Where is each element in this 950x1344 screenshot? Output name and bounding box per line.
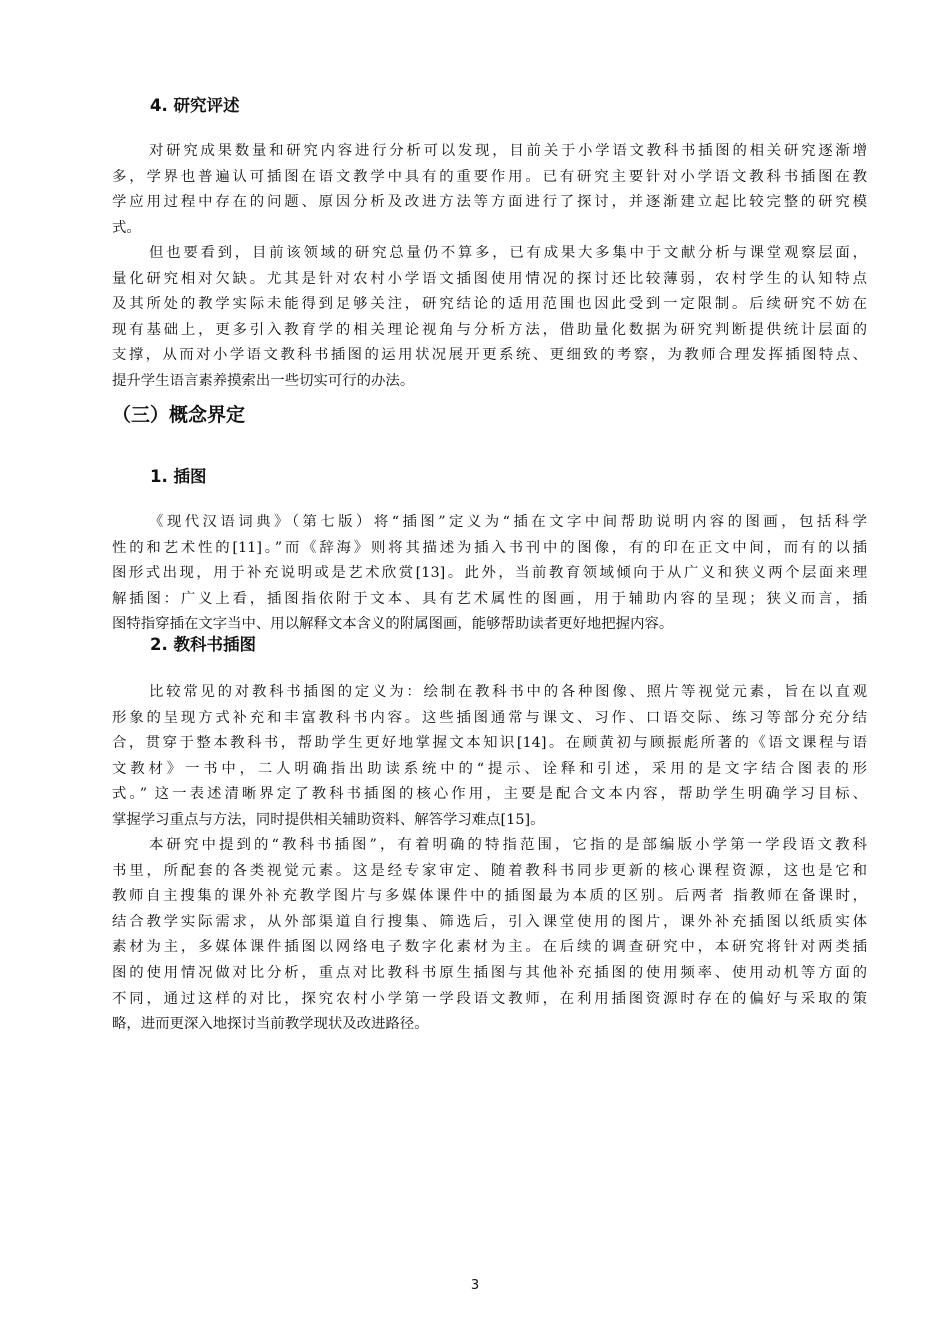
section-heading-concept-definition: （三）概念界定 [112,404,246,426]
text-line: 图的使用情况做对比分析，重点对比教科书原生插图与其他补充插图的使用频率、使用动机等方面的 [112,964,867,981]
text-line: 支撑，从而对小学语文教科书插图的运用状况展开更系统、更细致的考察，为教师合理发挥插图特点、 [112,347,867,364]
text-line: 结合教学实际需求，从外部渠道自行搜集、筛选后，引入课堂使用的图片，课外补充插图以纸质实体 [112,913,867,930]
text-line: 素材为主，多媒体课件插图以网络电子数字化素材为主。在后续的调查研究中，本研究将针对两类插 [112,939,867,956]
section-heading-research-review: 4. 研究评述 [150,96,240,115]
text-line: 形象的呈现方式补充和丰富教科书内容。这些插图通常与课文、习作、口语交际、练习等部分充分结 [112,709,867,726]
page-number: 3 [470,1278,480,1293]
text-line: 但也要看到，目前该领域的研究总量仍不算多，已有成果大多集中于文献分析与课堂观察层面， [149,245,867,261]
text-line: 书里，所配套的各类视觉元素。这是经专家审定、随着教科书同步更新的核心课程资源，这也是它和 [112,862,867,879]
text-line: 学应用过程中存在的问题、原因分析及改进方法等方面进行了探讨，并逐渐建立起比较完整的研究模 [112,194,867,211]
text-line: 量化研究相对欠缺。尤其是针对农村小学语文插图使用情况的探讨还比较薄弱，农村学生的认知特点 [112,270,867,287]
text-line: 文教材》一书中，二人明确指出助读系统中的“提示、诠释和引述，采用的是文字结合图表的形 [112,760,867,777]
text-line: 图特指穿插在文字当中、用以解释文本含义的附属图画，能够帮助读者更好地把握内容。 [112,616,674,633]
text-line: 掌握学习重点与方法，同时提供相关辅助资料、解答学习难点[15]。 [112,811,545,828]
text-line: 及其所处的教学实际未能得到足够关注，研究结论的适用范围也因此受到一定限制。后续研究不妨在 [112,296,867,313]
paragraph-illustration-definition [112,510,867,638]
text-line: 比较常见的对教科书插图的定义为：绘制在教科书中的各种图像、照片等视觉元素，旨在以直观 [149,684,867,700]
text-line: 不同，通过这样的对比，探究农村小学第一学段语文教师，在利用插图资源时存在的偏好与采取的策 [112,990,867,1007]
text-line: 提升学生语言素养摸索出一些切实可行的办法。 [112,372,415,389]
text-line: 解插图：广义上看，插图指依附于文本、具有艺术属性的图画，用于辅助内容的呈现；狭义而言，插 [112,590,867,607]
text-line: 图形式出现，用于补充说明或是艺术欣赏[13]。此外，当前教育领域倾向于从广义和狭义两个层面来理 [112,565,867,582]
text-line: 式。 [112,219,141,236]
text-line: 《现代汉语词典》（第七版）将“插图”定义为“插在文字中间帮助说明内容的图画，包括科学 [149,514,867,530]
paragraph-review-1 [112,139,867,241]
text-line: 合，贯穿于整本教科书，帮助学生更好地掌握文本知识[14]。在顾黄初与顾振彪所著的《语文课程与语 [112,735,867,752]
text-line: 略，进而更深入地探讨当前教学现状及改进路径。 [112,1016,429,1033]
paragraph-textbook-illustration-1 [112,680,867,834]
subsection-heading-illustration: 1. 插图 [150,467,207,486]
text-line: 式。” 这一表述清晰界定了教科书插图的核心作用，主要是配合文本内容，帮助学生明确学习目标、 [112,786,867,803]
text-line: 性的和艺术性的[11]。”而《辞海》则将其描述为插入书刊中的图像，有的印在正文中间，而有的以插 [112,539,867,556]
subsection-heading-textbook-illustration: 2. 教科书插图 [150,635,256,654]
text-line: 现有基础上，更多引入教育学的相关理论视角与分析方法，借助量化数据为研究判断提供统计层面的 [112,321,867,338]
text-line: 本研究中提到的“教科书插图”，有着明确的特指范围，它指的是部编版小学第一学段语文教科 [149,837,867,853]
paragraph-textbook-illustration-2 [112,833,867,1038]
paragraph-review-2 [112,241,867,395]
text-line: 教师自主搜集的课外补充教学图片与多媒体课件中的插图最为本质的区别。后两者 指教师在备课时， [112,888,867,905]
text-line: 多，学界也普遍认可插图在语文教学中具有的重要作用。已有研究主要针对小学语文教科书插图在教 [112,168,867,185]
text-line: 对研究成果数量和研究内容进行分析可以发现，目前关于小学语文教科书插图的相关研究逐渐增 [149,143,867,159]
